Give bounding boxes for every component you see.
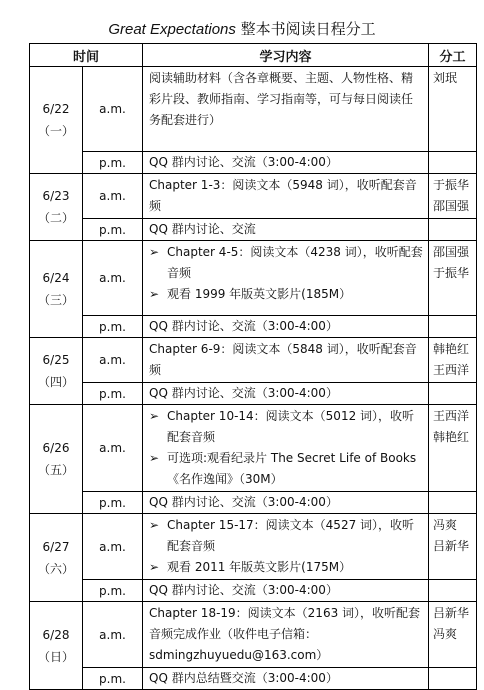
assignee-name: 冯爽 [433,518,458,532]
bullet-item [149,557,424,578]
bullet-arrow-icon: ➢ [149,451,160,465]
date-cell [30,405,83,514]
assignee-cell [429,602,477,668]
weekday-text: （一） [37,124,74,138]
schedule-row-pm [30,580,477,602]
am-label: a.m. [83,514,143,580]
bullet-text: 观看 2011 年版英文影片(175M） [167,560,352,574]
assignee-cell [429,67,477,152]
bullet-item [149,284,424,305]
date-text: 6/26 [42,441,70,455]
am-content [143,405,429,492]
assignee-cell-empty [429,152,477,174]
bullet-arrow-icon: ➢ [149,409,160,423]
date-text: 6/24 [42,271,70,285]
assignee-cell [429,514,477,580]
weekday-text: （三） [37,293,74,307]
assignee-cell [429,174,477,219]
date-text: 6/28 [42,627,70,642]
title-book: Great Expectations [108,21,236,38]
assignee-cell [429,241,477,316]
weekday-text: （六） [37,561,74,576]
assignee-name: 邵国强 [433,245,470,259]
schedule-row-pm [30,152,477,174]
bullet-item [149,515,424,557]
header-content: 学习内容 [143,44,429,67]
schedule-row-am [30,174,477,219]
schedule-row-am [30,241,477,316]
schedule-row-pm [30,316,477,338]
date-text: 6/25 [42,353,70,367]
date-text: 6/23 [42,189,70,203]
assignee-name: 吕新华 [433,539,470,553]
date-cell [30,67,83,174]
am-content [143,174,429,219]
pm-label: p.m. [83,492,143,514]
am-content [143,602,429,668]
weekday-text: （日） [37,649,74,664]
am-content [143,514,429,580]
bullet-text: Chapter 10-14：阅读文本（5012 词），收听配套音频 [167,409,415,444]
am-text: Chapter 6-9：阅读文本（5848 词），收听配套音频 [149,342,417,377]
date-cell [30,514,83,602]
pm-label: p.m. [83,383,143,405]
assignee-cell-empty [429,219,477,241]
assignee-name: 韩艳红 [433,430,470,444]
schedule-row-pm [30,492,477,514]
pm-content: QQ 群内总结暨交流（3:00-4:00） [143,668,429,690]
am-content [143,241,429,316]
title-rest: 整本书阅读日程分工 [235,20,376,38]
pm-label: p.m. [83,316,143,338]
am-label: a.m. [83,67,143,152]
header-assign: 分工 [429,44,477,67]
bullet-arrow-icon: ➢ [149,518,160,532]
assignee-name: 韩艳红 [433,342,470,356]
schedule-row-pm [30,219,477,241]
pm-content: QQ 群内讨论、交流 [143,219,429,241]
bullet-item [149,406,424,448]
am-label: a.m. [83,602,143,668]
schedule-row-am [30,67,477,152]
pm-label: p.m. [83,152,143,174]
schedule-row-pm [30,383,477,405]
am-label: a.m. [83,174,143,219]
assignee-cell [429,338,477,383]
am-text: Chapter 18-19：阅读文本（2163 词），收听配套音频完成作业（收件电子信箱：sdmingzhuyuedu@163.com） [149,606,421,662]
am-text: 阅读辅助材料（含各章概要、主题、人物性格、精彩片段、教师指南、学习指南等，可与每日阅读任务配套进行） [149,71,414,127]
assignee-name: 吕新华 [433,606,470,620]
am-content [143,338,429,383]
assignee-cell [429,405,477,492]
bullet-text: Chapter 4-5：阅读文本（4238 词），收听配套音频 [167,245,423,280]
pm-content: QQ 群内讨论、交流（3:00-4:00） [143,152,429,174]
schedule-row-am [30,405,477,492]
bullet-item [149,448,424,490]
pm-label: p.m. [83,580,143,602]
assignee-cell-empty [429,580,477,602]
assignee-name: 于振华 [433,178,470,192]
schedule-row-pm [30,668,477,690]
assignee-name: 王西洋 [433,409,470,423]
schedule-row-am [30,338,477,383]
header-time: 时间 [30,44,143,67]
date-text: 6/27 [42,539,70,554]
weekday-text: （四） [37,375,74,389]
bullet-text: 观看 1999 年版英文影片(185M） [167,287,352,301]
am-label: a.m. [83,338,143,383]
am-label: a.m. [83,241,143,316]
assignee-cell-empty [429,383,477,405]
weekday-text: （二） [37,211,74,225]
page-title [0,18,484,39]
pm-content: QQ 群内讨论、交流（3:00-4:00） [143,580,429,602]
date-text: 6/22 [42,102,70,116]
assignee-name: 于振华 [433,266,470,280]
assignee-name: 冯爽 [433,627,458,641]
weekday-text: （五） [37,463,74,477]
am-label: a.m. [83,405,143,492]
date-cell [30,338,83,405]
bullet-text: 可选项:观看纪录片 The Secret Life of Books《名作逸闻》（30M） [167,451,417,486]
pm-label: p.m. [83,668,143,690]
pm-label: p.m. [83,219,143,241]
header-row [30,44,477,67]
assignee-cell-empty [429,492,477,514]
date-cell [30,174,83,241]
bullet-item [149,242,424,284]
bullet-text: Chapter 15-17：阅读文本（4527 词），收听配套音频 [167,518,415,553]
bullet-arrow-icon: ➢ [149,560,160,574]
am-content [143,67,429,152]
assignee-name: 刘珉 [433,71,458,85]
schedule-row-am [30,602,477,668]
bullet-arrow-icon: ➢ [149,245,160,259]
pm-content: QQ 群内讨论、交流（3:00-4:00） [143,316,429,338]
date-cell [30,602,83,690]
schedule-table [29,43,477,690]
assignee-cell-empty [429,316,477,338]
assignee-cell-empty [429,668,477,690]
pm-content: QQ 群内讨论、交流（3:00-4:00） [143,383,429,405]
bullet-arrow-icon: ➢ [149,287,160,301]
assignee-name: 王西洋 [433,363,470,377]
am-text: Chapter 1-3：阅读文本（5948 词），收听配套音频 [149,178,417,213]
assignee-name: 邵国强 [433,199,470,213]
schedule-row-am [30,514,477,580]
date-cell [30,241,83,338]
pm-content: QQ 群内讨论、交流（3:00-4:00） [143,492,429,514]
